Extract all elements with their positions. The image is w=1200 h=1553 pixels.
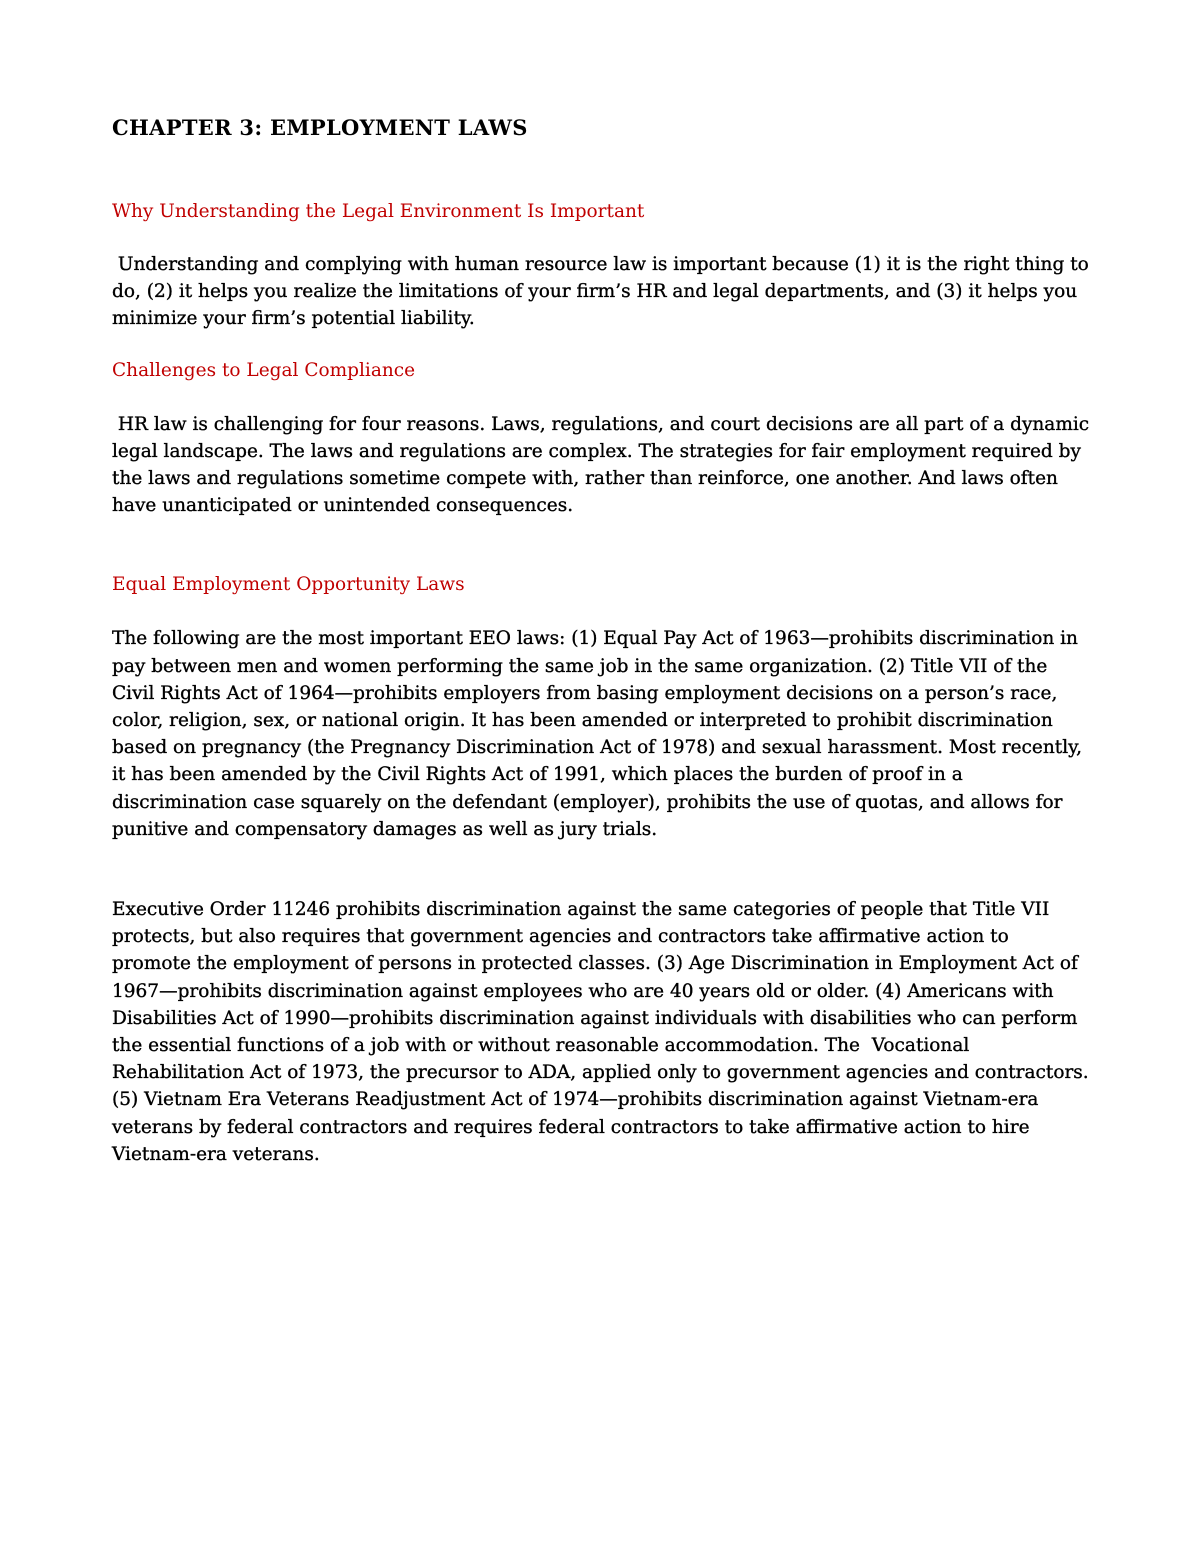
chapter-title: CHAPTER 3: EMPLOYMENT LAWS — [112, 115, 528, 140]
document-page — [112, 112, 1096, 1168]
section-heading-eeo-laws: Equal Employment Opportunity Laws — [112, 574, 465, 596]
section-heading-legal-environment: Why Understanding the Legal Environment Is Important — [112, 201, 645, 222]
paragraph-legal-environment: Understanding and complying with human resource law is important because (1) it is the right thing to do, (2) it helps you realize the limitations of your firm’s HR and legal departments, and (3) it helps you minimize your firm’s potential liability. — [112, 254, 1095, 330]
paragraph-eeo-laws: The following are the most important EEO laws: (1) Equal Pay Act of 1963—prohibits discrimination in pay between men and women performing the same job in the same organization. (2) Title VII of the Civil Rights Act of 1964—prohibits employers from basing employment decisions on a person’s race, color, religion, sex, or national origin. It has been amended or interpreted to prohibit discrimination based on pregnancy (the Pregnancy Discrimination Act of 1978) and sexual harassment. Most recently, it has been amended by the Civil Rights Act of 1991, which places the burden of proof in a discrimination case squarely on the defendant (employer), prohibits the use of quotas, and allows for punitive and compensatory damages as well as jury trials. — [112, 628, 1082, 840]
paragraph-executive-order: Executive Order 11246 prohibits discrimination against the same categories of people that Title VII protects, but also requires that government agencies and contractors take affirmative action to promote the employment of persons in protected classes. (3) Age Discrimination in Employment Act of 1967—prohibits discrimination against employees who are 40 years old or older. (4) Americans with Disabilities Act of 1990—prohibits discrimination against individuals with disabilities who can perform the essential functions of a job with or without reasonable accommodation. The Vocational Rehabilitation Act of 1973, the precursor to ADA, applied only to government agencies and contractors. (5) Vietnam Era Veterans Readjustment Act of 1974—prohibits discrimination against Vietnam-era veterans by federal contractors and requires federal contractors to take affirmative action to hire Vietnam-era veterans. — [112, 899, 1095, 1165]
section-heading-legal-compliance: Challenges to Legal Compliance — [112, 359, 416, 381]
paragraph-legal-compliance: HR law is challenging for four reasons. Laws, regulations, and court decisions are all part of a dynamic legal landscape. The laws and regulations are complex. The strategies for fair employment required by the laws and regulations sometime compete with, rather than reinforce, one another. And laws often have unanticipated or unintended consequences. — [112, 413, 1096, 517]
